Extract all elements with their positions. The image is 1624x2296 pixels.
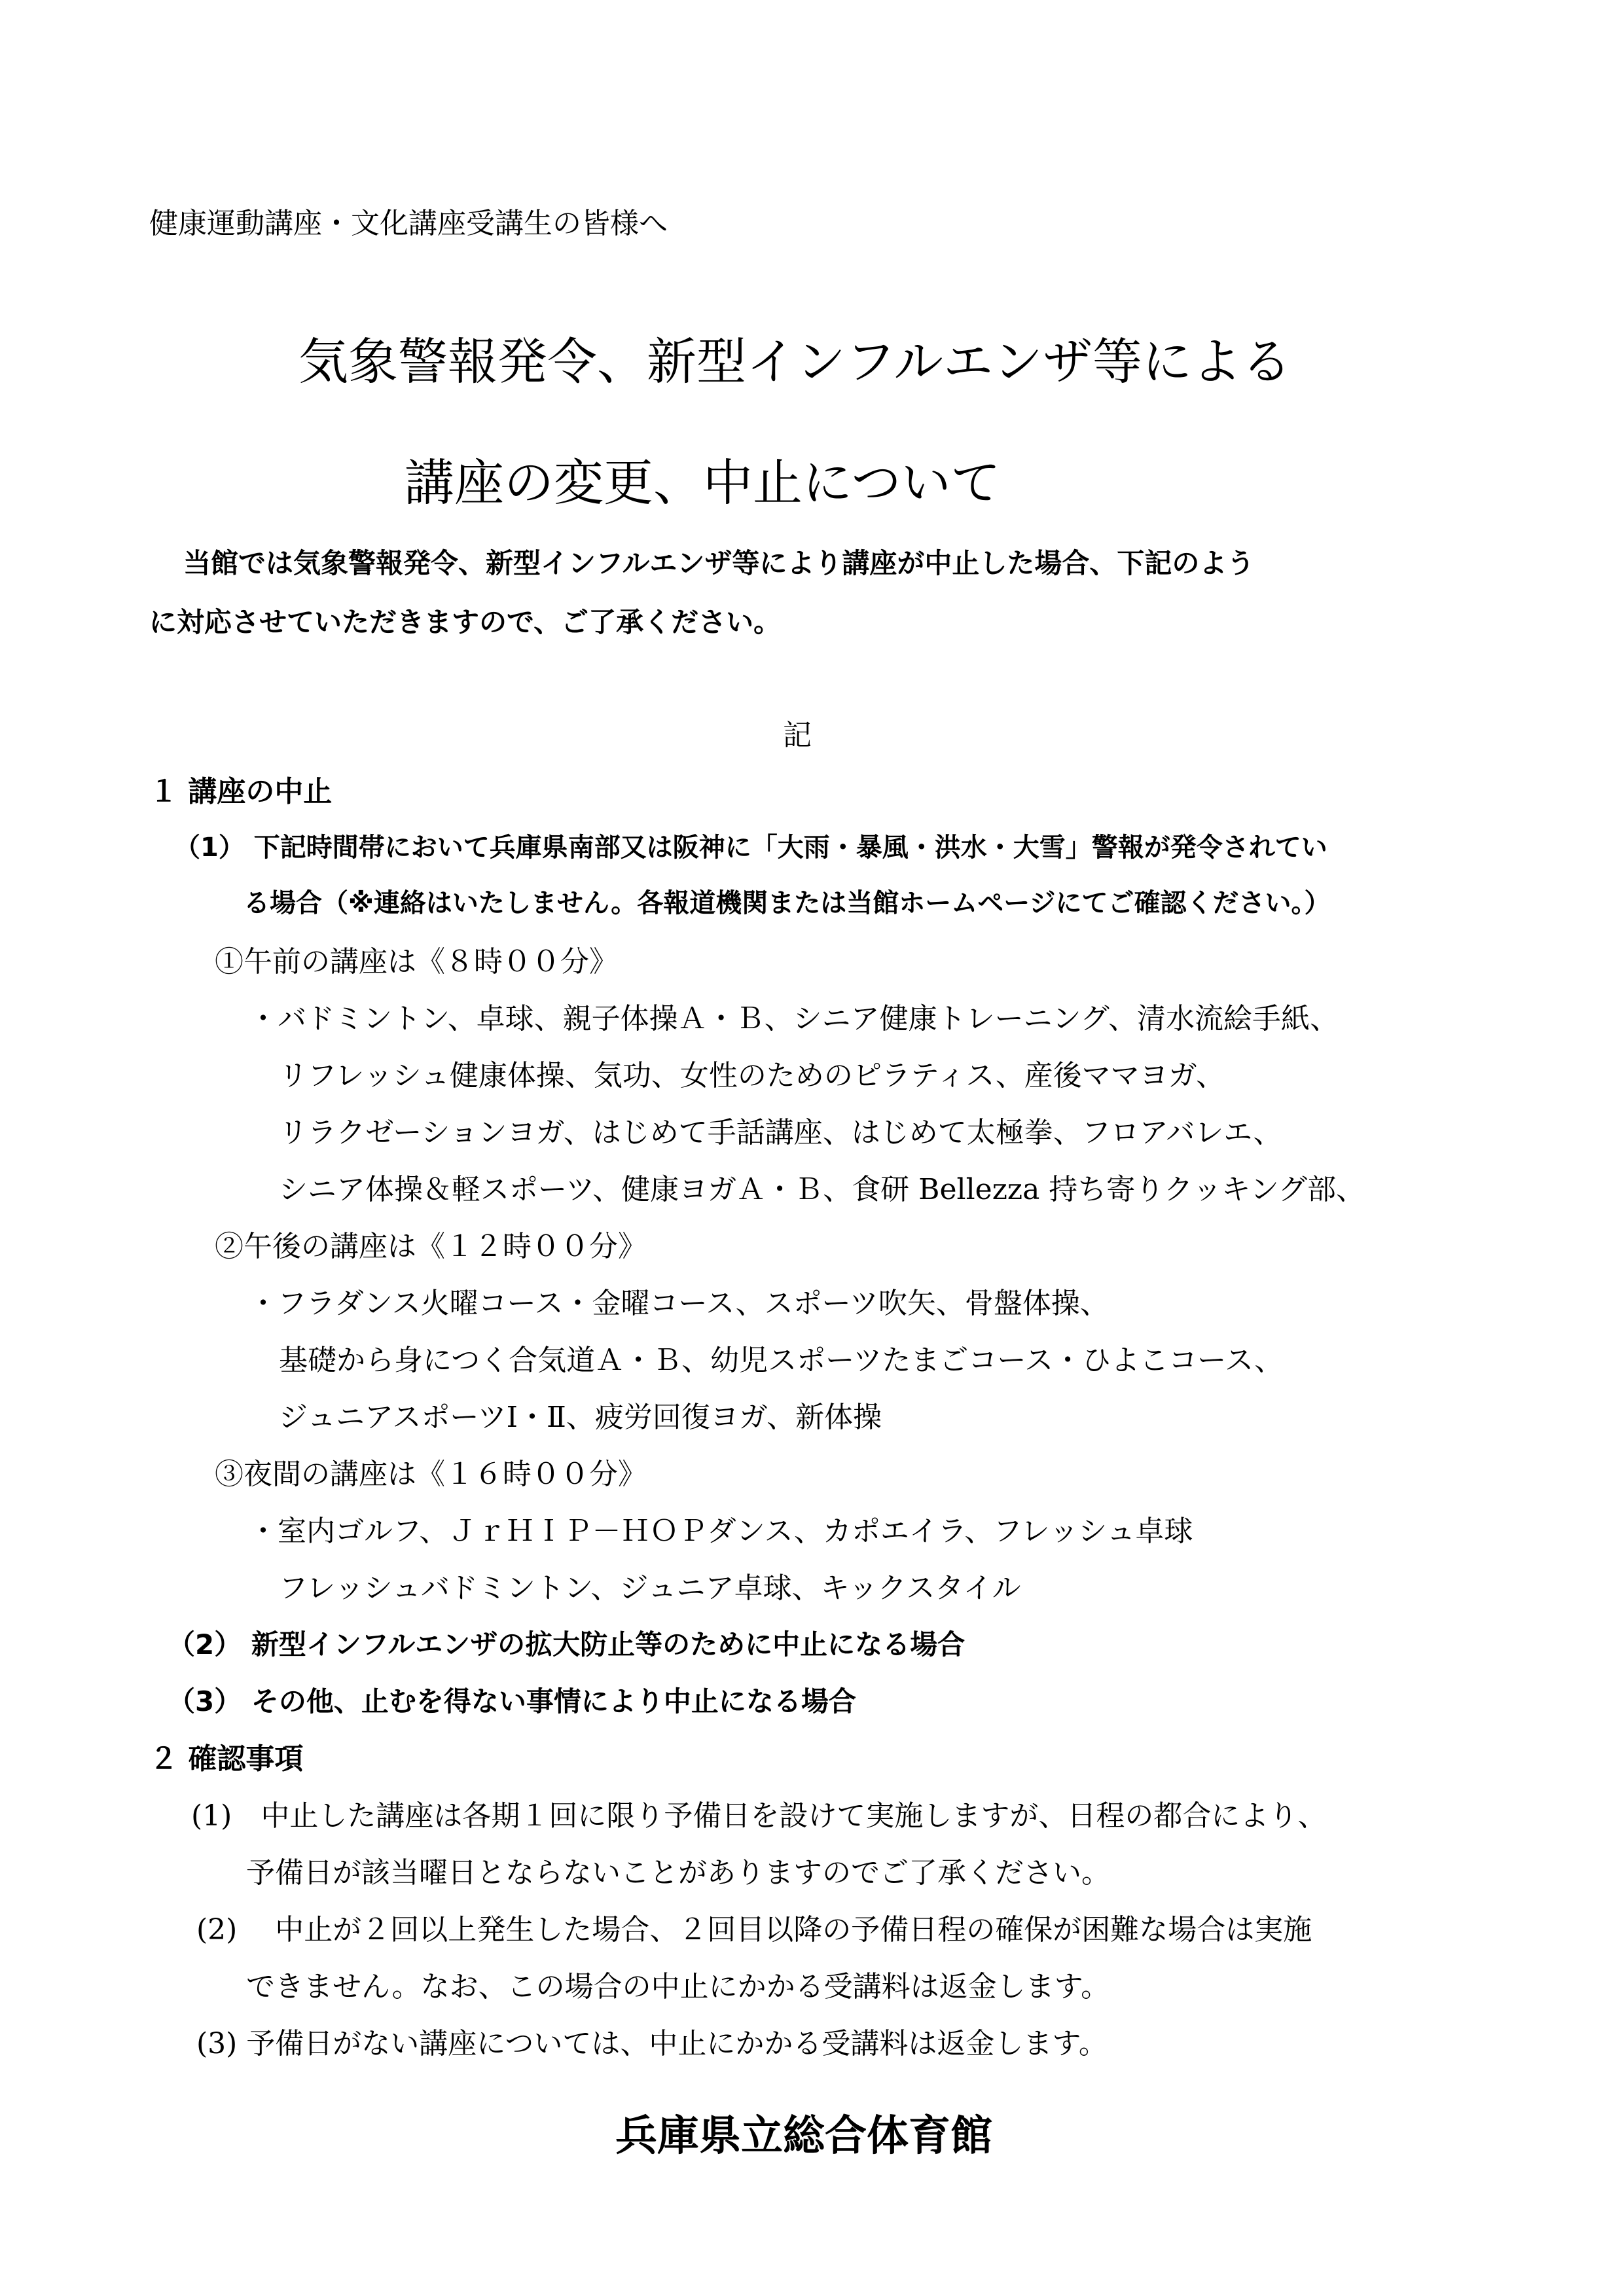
section-2-item-3: (3) 予備日がない講座については、中止にかかる受講料は返金します。 bbox=[196, 2027, 1108, 2060]
title-line-1: 気象警報発令、新型インフルエンザ等による bbox=[298, 332, 1291, 391]
addressee: 健康運動講座・文化講座受講生の皆様へ bbox=[149, 207, 668, 240]
ki-mark: 記 bbox=[783, 719, 812, 752]
afternoon-heading: ②午後の講座は《１２時００分》 bbox=[215, 1230, 647, 1263]
intro-line-2: に対応させていただきますので、ご了承ください。 bbox=[149, 606, 782, 638]
night-heading: ③夜間の講座は《１６時００分》 bbox=[215, 1458, 647, 1491]
section-1-item-1-line-1: （1） 下記時間帯において兵庫県南部又は阪神に「大雨・暴風・洪水・大雪」警報が発令されてい bbox=[174, 833, 1327, 863]
section-2-item-2-line-1: (2) 中止が２回以上発生した場合、２回目以降の予備日程の確保が困難な場合は実施 bbox=[196, 1913, 1312, 1946]
section-1-item-2: （2） 新型インフルエンザの拡大防止等のために中止になる場合 bbox=[168, 1628, 965, 1660]
afternoon-line: ジュニアスポーツⅠ・Ⅱ、疲労回復ヨガ、新体操 bbox=[279, 1401, 882, 1434]
title-line-2: 講座の変更、中止について bbox=[405, 454, 1001, 512]
section-2-item-1-line-2: 予備日が該当曜日とならないことがありますのでご了承ください。 bbox=[246, 1856, 1110, 1890]
morning-line: リフレッシュ健康体操、気功、女性のためのピラティス、産後ママヨガ、 bbox=[279, 1059, 1225, 1092]
night-line: ・室内ゴルフ、ＪｒＨＩＰ－ＨＯＰダンス、カポエイラ、フレッシュ卓球 bbox=[249, 1515, 1193, 1548]
morning-line: リラクゼーションヨガ、はじめて手話講座、はじめて太極拳、フロアバレエ、 bbox=[279, 1116, 1282, 1149]
section-1-item-1-line-2: る場合（※連絡はいたしません。各報道機関または当館ホームページにてご確認ください。） bbox=[244, 888, 1331, 918]
organization-name: 兵庫県立総合体育館 bbox=[615, 2112, 992, 2161]
intro-line-1: 当館では気象警報発令、新型インフルエンザ等により講座が中止した場合、下記のよう bbox=[183, 547, 1255, 579]
section-2-heading: ２ 確認事項 bbox=[149, 1742, 304, 1776]
afternoon-line: 基礎から身につく合気道Ａ・Ｂ、幼児スポーツたまごコース・ひよこコース、 bbox=[279, 1344, 1284, 1377]
afternoon-line: ・フラダンス火曜コース・金曜コース、スポーツ吹矢、骨盤体操、 bbox=[249, 1287, 1109, 1320]
morning-heading: ①午前の講座は《８時００分》 bbox=[215, 945, 618, 978]
night-line: フレッシュバドミントン、ジュニア卓球、キックスタイル bbox=[279, 1571, 1021, 1605]
section-1-item-3: （3） その他、止むを得ない事情により中止になる場合 bbox=[168, 1685, 856, 1717]
section-2-item-1-line-1: (1) 中止した講座は各期１回に限り予備日を設けて実施しますが、日程の都合により、 bbox=[191, 1799, 1327, 1833]
morning-line: ・バドミントン、卓球、親子体操Ａ・Ｂ、シニア健康トレーニング、清水流絵手紙、 bbox=[249, 1002, 1339, 1035]
section-1-heading: １ 講座の中止 bbox=[149, 775, 333, 808]
morning-line: シニア体操＆軽スポーツ、健康ヨガＡ・Ｂ、食研 Bellezza 持ち寄りクッキング部、 bbox=[279, 1173, 1365, 1206]
section-2-item-2-line-2: できません。なお、この場合の中止にかかる受講料は返金します。 bbox=[246, 1970, 1110, 2003]
